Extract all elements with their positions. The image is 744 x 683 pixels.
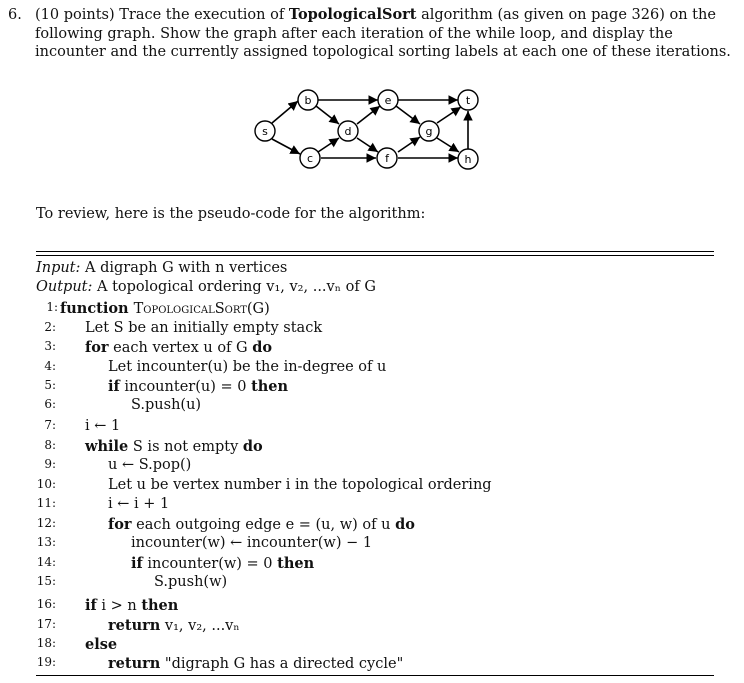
question-text bbox=[35, 6, 736, 62]
line-number: 14: bbox=[36, 555, 56, 569]
review-text: To review, here is the pseudo-code for the algorithm: bbox=[36, 206, 426, 222]
svg-text:h: h bbox=[464, 153, 472, 166]
line-code: if incounter(u) = 0 then bbox=[108, 378, 289, 395]
line-number: 11: bbox=[36, 496, 56, 510]
line-code: while S is not empty do bbox=[85, 438, 263, 455]
question-text-a: Trace the execution of bbox=[114, 7, 289, 23]
line-number: 2: bbox=[44, 320, 56, 334]
edge-e-g bbox=[396, 106, 420, 124]
node-h bbox=[458, 149, 478, 169]
line-code: for each outgoing edge e = (u, w) of u do bbox=[108, 516, 415, 533]
graph-nodes bbox=[255, 90, 478, 169]
line-code: return "digraph G has a directed cycle" bbox=[108, 655, 404, 672]
question-points: (10 points) bbox=[35, 7, 115, 23]
line-number: 15: bbox=[36, 574, 56, 588]
line-number: 18: bbox=[36, 636, 56, 650]
line-code: i ← i + 1 bbox=[108, 496, 170, 512]
node-c bbox=[300, 148, 320, 168]
node-b bbox=[298, 90, 318, 110]
line-number: 4: bbox=[44, 359, 56, 373]
node-s bbox=[255, 121, 275, 141]
line-number: 9: bbox=[44, 457, 56, 471]
svg-text:e: e bbox=[384, 94, 392, 107]
line-code: u ← S.pop() bbox=[108, 457, 192, 473]
line-number: 10: bbox=[36, 477, 56, 491]
line-number: 13: bbox=[36, 535, 56, 549]
algo-output: Output: A topological ordering v₁, v₂, ...vₙ of G bbox=[36, 279, 376, 295]
line-code: if incounter(w) = 0 then bbox=[131, 555, 315, 572]
line-code: Let u be vertex number i in the topological ordering bbox=[108, 477, 492, 493]
edge-b-d bbox=[316, 106, 339, 124]
line-number: 3: bbox=[44, 339, 56, 353]
svg-text:g: g bbox=[425, 125, 433, 138]
edge-g-t bbox=[437, 107, 461, 123]
line-number: 5: bbox=[44, 378, 56, 392]
algo-input: Input: A digraph G with n vertices bbox=[36, 260, 288, 276]
line-code: S.push(w) bbox=[154, 574, 228, 590]
edge-d-e bbox=[357, 106, 380, 124]
node-g bbox=[419, 121, 439, 141]
node-e bbox=[378, 90, 398, 110]
edge-c-d bbox=[318, 138, 339, 152]
line-number: 1: bbox=[46, 300, 58, 314]
svg-text:c: c bbox=[306, 152, 314, 165]
line-number: 6: bbox=[44, 397, 56, 411]
bottom-rule bbox=[36, 675, 714, 676]
top-rule bbox=[36, 251, 714, 252]
line-number: 8: bbox=[44, 438, 56, 452]
line-code: S.push(u) bbox=[131, 397, 202, 413]
line-code: else bbox=[85, 636, 118, 653]
line-number: 17: bbox=[36, 617, 56, 631]
question-number: 6. bbox=[8, 7, 22, 23]
edge-d-f bbox=[357, 138, 378, 152]
svg-text:f: f bbox=[385, 152, 389, 165]
edge-f-g bbox=[398, 137, 420, 152]
line-number: 19: bbox=[36, 655, 56, 669]
line-code: function TopologicalSort(G) bbox=[60, 300, 270, 317]
question bbox=[8, 6, 736, 62]
edge-g-h bbox=[437, 138, 459, 152]
line-number: 16: bbox=[36, 597, 56, 611]
svg-text:b: b bbox=[304, 94, 312, 107]
line-number: 12: bbox=[36, 516, 56, 530]
node-d bbox=[338, 121, 358, 141]
node-t bbox=[458, 90, 478, 110]
line-code: Let incounter(u) be the in-degree of u bbox=[108, 359, 387, 375]
svg-text:d: d bbox=[344, 125, 352, 138]
line-code: if i > n then bbox=[85, 597, 179, 614]
node-f bbox=[377, 148, 397, 168]
line-code: return v₁, v₂, ...vₙ bbox=[108, 617, 240, 634]
digraph-figure bbox=[248, 82, 488, 178]
edge-s-b bbox=[272, 101, 298, 123]
line-number: 7: bbox=[44, 418, 56, 432]
line-code: for each vertex u of G do bbox=[85, 339, 273, 356]
edge-s-c bbox=[272, 139, 300, 154]
question-text-b: algorithm (as given on page 326) on the following graph. Show the graph after each iteration of the while loop, and display the incounter and the currently assigned topological sorting labels at each one of these iterations. bbox=[35, 7, 731, 60]
line-code: i ← 1 bbox=[85, 418, 121, 434]
top-rule-2 bbox=[36, 255, 714, 256]
line-code: incounter(w) ← incounter(w) − 1 bbox=[131, 535, 373, 551]
svg-text:s: s bbox=[262, 125, 268, 138]
line-code: Let S be an initially empty stack bbox=[85, 320, 323, 336]
svg-text:t: t bbox=[465, 94, 471, 107]
algorithm-name: TopologicalSort bbox=[288, 6, 417, 23]
